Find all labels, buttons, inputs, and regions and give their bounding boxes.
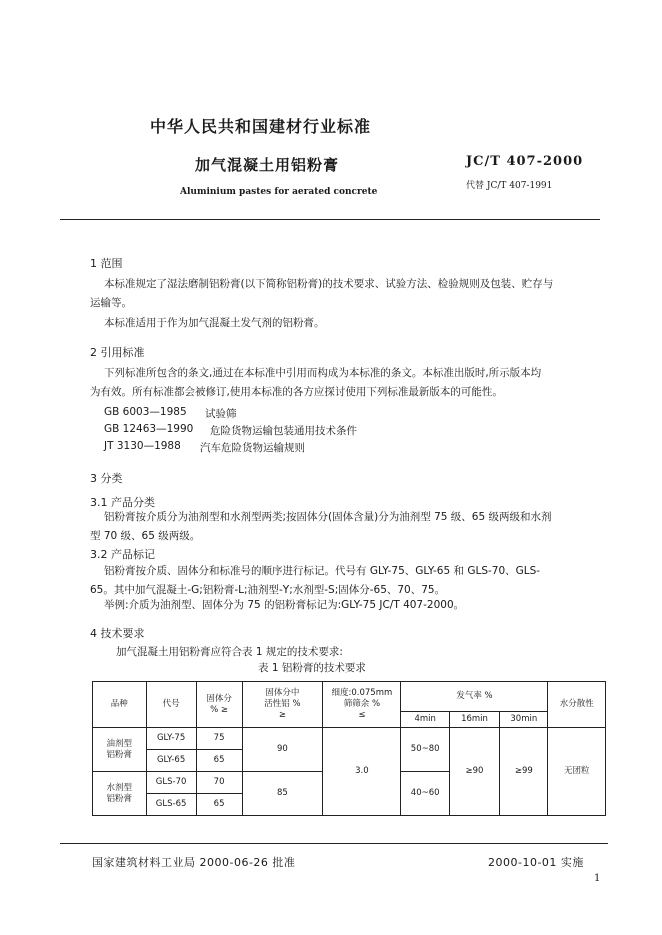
solid-cell: 65 [196, 794, 242, 816]
header-16min: 16min [449, 712, 499, 728]
section-3-2-text: 铝粉膏按介质、固体分和标准号的顺序进行标记。代号有 GLY-75、GLY-65 和 GLS-70、GLS- [104, 565, 541, 577]
solid-cell: 70 [196, 772, 242, 794]
section-3-2-text: 65。其中加气混凝土-G;铝粉膏-L;油剂型-Y;水剂型-S;固体分-65、70、75。 [90, 584, 446, 596]
header-fineness: 细度:0.075mm 筛筛余 % ≤ [323, 682, 401, 728]
header-active-aluminum: 固体分中 活性铝 % ≥ [242, 682, 323, 728]
solid-cell: 65 [196, 750, 242, 772]
section-1-text: 本标准规定了湿法磨制铝粉膏(以下简称铝粉膏)的技术要求、试验方法、检验规则及包装、贮存与 [104, 278, 554, 290]
header-30min: 30min [500, 712, 548, 728]
header-gas-rate: 发气率 % [401, 682, 548, 712]
section-3-2-heading: 3.2 产品标记 [90, 548, 155, 561]
gas-4min-water-cell: 40~60 [401, 772, 449, 816]
tech-requirements-table [92, 681, 606, 816]
section-1-text: 本标准适用于作为加气混凝土发气剂的铝粉膏。 [104, 317, 325, 329]
page-number: 1 [594, 873, 601, 884]
fineness-cell: 3.0 [323, 728, 401, 816]
approval-line: 国家建筑材料工业局 2000-06-26 批准 [92, 856, 296, 869]
replaced-standard: 代替 JC/T 407-1991 [466, 181, 553, 191]
section-4-text: 加气混凝土用铝粉膏应符合表 1 规定的技术要求: [116, 646, 343, 658]
code-cell: GLY-65 [146, 750, 196, 772]
active-oil-cell: 90 [242, 728, 323, 772]
reference-code: JT 3130—1988 [104, 440, 181, 452]
variety-water: 水剂型 铝粉膏 [93, 772, 147, 816]
gas-16min-cell: ≥90 [449, 728, 499, 816]
footer-divider [60, 843, 608, 844]
header-solid: 固体分 % ≥ [196, 682, 242, 728]
reference-name: 汽车危险货物运输规则 [200, 442, 305, 454]
section-3-2-example: 举例:介质为油剂型、固体分为 75 的铝粉膏标记为:GLY-75 JC/T 407-2000。 [104, 599, 465, 611]
reference-name: 危险货物运输包装通用技术条件 [210, 425, 357, 437]
header-code: 代号 [146, 682, 196, 728]
header-divider [60, 219, 600, 220]
section-2-text: 下列标准所包含的条文,通过在本标准中引用而构成为本标准的条文。本标准出版时,所示版本均 [104, 367, 542, 379]
section-1-heading: 1 范围 [90, 257, 123, 270]
section-2-text: 为有效。所有标准都会被修订,使用本标准的各方应探讨使用下列标准最新版本的可能性。 [90, 386, 503, 398]
reference-code: GB 12463—1990 [104, 423, 194, 435]
english-title: Aluminium pastes for aerated concrete [180, 187, 378, 197]
section-1-text: 运输等。 [90, 297, 132, 309]
code-cell: GLS-65 [146, 794, 196, 816]
header-4min: 4min [401, 712, 449, 728]
active-water-cell: 85 [242, 772, 323, 816]
section-3-1-heading: 3.1 产品分类 [90, 496, 155, 509]
section-3-1-text: 铝粉膏按介质分为油剂型和水剂型两类;按固体分(固体含量)分为油剂型 75 级、65 级两级和水剂 [104, 511, 552, 523]
effective-date: 2000-10-01 实施 [488, 856, 584, 869]
table-caption: 表 1 铝粉膏的技术要求 [258, 662, 366, 674]
header-variety: 品种 [93, 682, 147, 728]
code-cell: GLY-75 [146, 728, 196, 750]
reference-name: 试验筛 [205, 408, 237, 420]
header-water-dispersion: 水分散性 [548, 682, 606, 728]
industry-standard-heading: 中华人民共和国建材行业标准 [150, 117, 372, 136]
code-cell: GLS-70 [146, 772, 196, 794]
variety-oil: 油剂型 铝粉膏 [93, 728, 147, 772]
standard-code: JC/T 407-2000 [466, 154, 584, 169]
table-row [93, 728, 606, 750]
section-3-1-text: 型 70 级、65 级两级。 [90, 530, 201, 542]
document-title: 加气混凝土用铝粉膏 [195, 156, 340, 174]
section-4-heading: 4 技术要求 [90, 627, 145, 640]
gas-30min-cell: ≥99 [500, 728, 548, 816]
solid-cell: 75 [196, 728, 242, 750]
gas-4min-oil-cell: 50~80 [401, 728, 449, 772]
section-3-heading: 3 分类 [90, 472, 123, 485]
reference-code: GB 6003—1985 [104, 406, 187, 418]
section-2-heading: 2 引用标准 [90, 346, 145, 359]
dispersion-cell: 无团粒 [548, 728, 606, 816]
